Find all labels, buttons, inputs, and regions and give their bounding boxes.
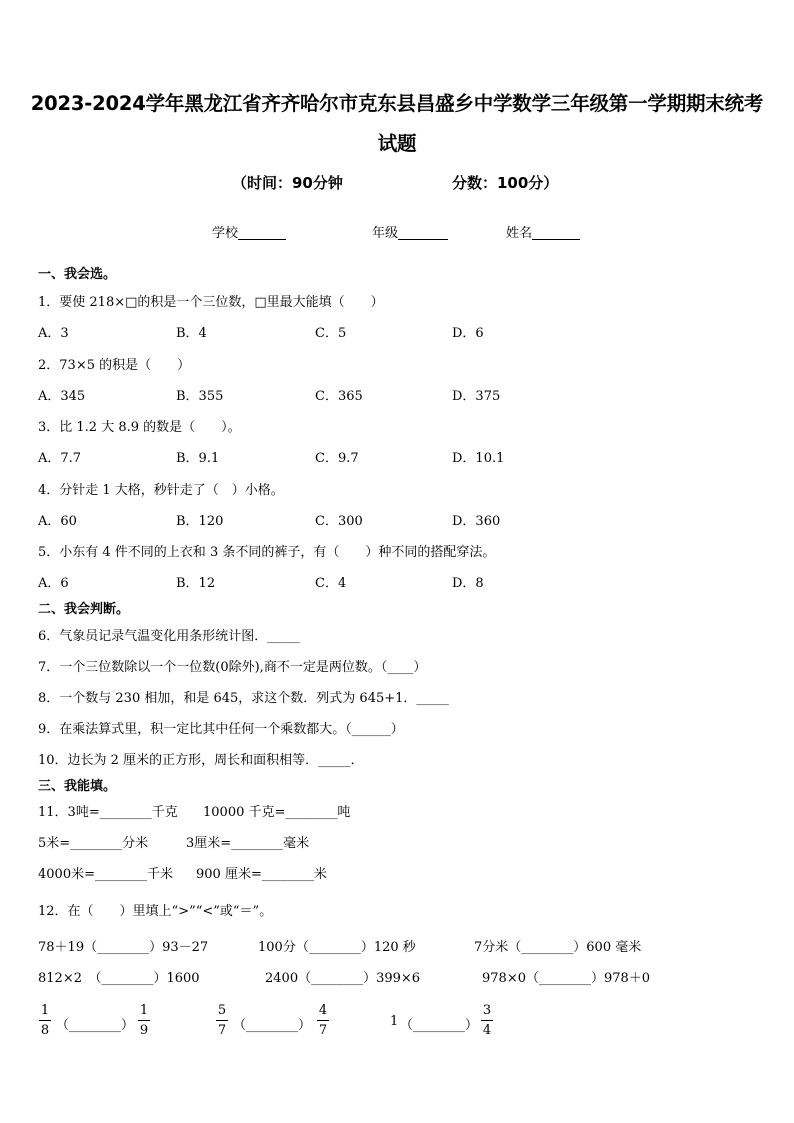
- question-11-f[interactable]: 900 厘米=________米: [196, 867, 327, 882]
- compare-item[interactable]: 7分米（________）600 毫米: [474, 940, 642, 955]
- option-b[interactable]: B．12: [176, 576, 216, 591]
- question-11-c[interactable]: 5米=________分米: [38, 836, 149, 851]
- title-line-2: 试题: [377, 132, 417, 155]
- grade-field[interactable]: [372, 222, 448, 241]
- fraction: [138, 1002, 150, 1039]
- option-d[interactable]: D．8: [452, 576, 484, 591]
- compare-item[interactable]: 78＋19（________）93－27: [38, 940, 209, 955]
- section-heading: 一、我会选。: [38, 267, 117, 282]
- numerator: 4: [318, 1003, 328, 1018]
- option-c[interactable]: C．5: [315, 326, 347, 341]
- question-2: 2．73×5 的积是（ ）: [38, 358, 191, 373]
- section-heading: 三、我能填。: [38, 779, 117, 794]
- question-6[interactable]: 6．气象员记录气温变化用条形统计图．_____: [38, 629, 300, 644]
- question-9[interactable]: 9．在乘法算式里，积一定比其中任何一个乘数都大。（______）: [38, 722, 404, 737]
- fraction-bar: [317, 1020, 329, 1021]
- option-a[interactable]: A．60: [38, 514, 77, 529]
- compare-blank[interactable]: （________）: [56, 1018, 135, 1033]
- denominator: 9: [139, 1023, 149, 1038]
- fraction-bar: [138, 1020, 150, 1021]
- option-c[interactable]: C．4: [315, 576, 347, 591]
- question-4: 4．分针走 1 大格，秒针走了（ ）小格。: [38, 483, 284, 498]
- question-11-b[interactable]: 10000 千克=________吨: [203, 805, 351, 820]
- section-heading: 二、我会判断。: [38, 602, 130, 617]
- name-blank[interactable]: [532, 225, 580, 240]
- fraction-bar: [481, 1020, 493, 1021]
- school-field[interactable]: [212, 222, 286, 241]
- title-line-1: 2023-2024学年黑龙江省齐齐哈尔市克东县昌盛乡中学数学三年级第一学期期末统考: [30, 92, 764, 115]
- fraction: [317, 1002, 329, 1039]
- compare-item[interactable]: 978×0（________）978＋0: [482, 971, 651, 986]
- option-b[interactable]: B．355: [176, 389, 224, 404]
- whole-number: 1: [390, 1014, 399, 1029]
- denominator: 7: [318, 1023, 328, 1038]
- option-d[interactable]: D．10.1: [452, 451, 505, 466]
- school-blank[interactable]: [238, 225, 286, 240]
- option-b[interactable]: B．120: [176, 514, 224, 529]
- option-c[interactable]: C．365: [315, 389, 363, 404]
- option-b[interactable]: B．9.1: [176, 451, 220, 466]
- grade-label: 年级: [372, 226, 399, 241]
- question-11-d[interactable]: 3厘米=________毫米: [186, 836, 310, 851]
- numerator: 1: [40, 1003, 50, 1018]
- question-1: 1．要使 218×□的积是一个三位数，□里最大能填（ ）: [38, 295, 384, 310]
- option-c[interactable]: C．300: [315, 514, 363, 529]
- option-a[interactable]: A．7.7: [38, 451, 82, 466]
- fraction: [216, 1002, 228, 1039]
- question-3: 3．比 1.2 大 8.9 的数是（ ）。: [38, 420, 241, 435]
- denominator: 8: [40, 1023, 50, 1038]
- question-11-a[interactable]: 11．3吨=________千克: [38, 805, 178, 820]
- school-label: 学校: [212, 226, 239, 241]
- question-11-e[interactable]: 4000米=________千米: [38, 867, 173, 882]
- compare-blank[interactable]: （________）: [400, 1018, 479, 1033]
- name-field[interactable]: [506, 222, 580, 241]
- option-b[interactable]: B．4: [176, 326, 207, 341]
- grade-blank[interactable]: [398, 225, 448, 240]
- option-c[interactable]: C．9.7: [315, 451, 359, 466]
- fraction-bar: [216, 1020, 228, 1021]
- numerator: 3: [482, 1003, 492, 1018]
- option-a[interactable]: A．6: [38, 576, 69, 591]
- compare-blank[interactable]: （________）: [233, 1018, 312, 1033]
- question-7[interactable]: 7．一个三位数除以一个一位数(0除外),商不一定是两位数。（____）: [38, 660, 427, 675]
- exam-score: 分数：100分）: [452, 174, 559, 192]
- option-a[interactable]: A．345: [38, 389, 86, 404]
- compare-item[interactable]: 2400（________）399×6: [265, 971, 421, 986]
- compare-item[interactable]: 812×2 （________）1600: [38, 971, 200, 986]
- option-a[interactable]: A．3: [38, 326, 69, 341]
- fraction: [481, 1002, 493, 1039]
- option-d[interactable]: D．360: [452, 514, 501, 529]
- numerator: 1: [139, 1003, 149, 1018]
- compare-item[interactable]: 100分（________）120 秒: [258, 940, 416, 955]
- fraction: [39, 1002, 51, 1039]
- exam-time: （时间：90分钟: [232, 174, 343, 192]
- fraction-bar: [39, 1020, 51, 1021]
- numerator: 5: [217, 1003, 227, 1018]
- question-10[interactable]: 10．边长为 2 厘米的正方形，周长和面积相等．_____．: [38, 753, 364, 768]
- denominator: 4: [482, 1023, 492, 1038]
- denominator: 7: [217, 1023, 227, 1038]
- question-5: 5．小东有 4 件不同的上衣和 3 条不同的裤子，有（ ）种不同的搭配穿法。: [38, 545, 496, 560]
- option-d[interactable]: D．375: [452, 389, 501, 404]
- option-d[interactable]: D．6: [452, 326, 484, 341]
- question-12: 12．在（ ）里填上“>”“<”或“＝”。: [38, 904, 273, 919]
- question-8[interactable]: 8．一个数与 230 相加，和是 645，求这个数．列式为 645+1．_____: [38, 691, 449, 706]
- name-label: 姓名: [506, 226, 533, 241]
